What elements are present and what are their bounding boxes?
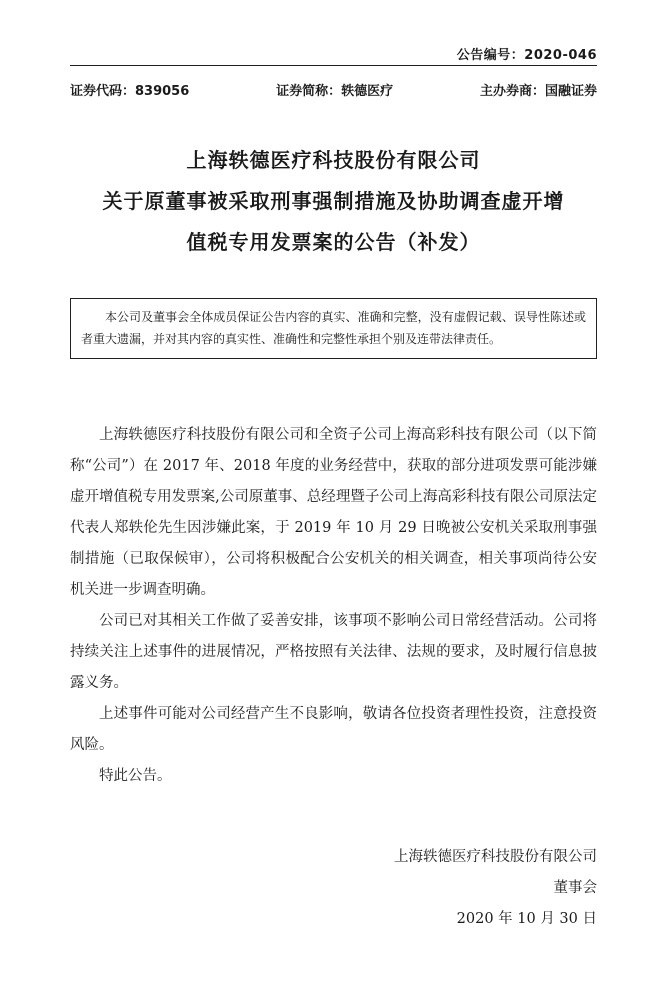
announcement-body [70, 420, 597, 792]
signature-date: 2020 年 10 月 30 日 [456, 911, 597, 927]
disclaimer-text: 本公司及董事会全体成员保证公告内容的真实、准确和完整，没有虚假记载、误导性陈述或者重大遗漏，并对其内容的真实性、准确性和完整性承担个别及连带法律责任。 [81, 310, 586, 346]
announcement-title [50, 140, 617, 263]
sponsor-broker: 主办券商：国融证券 [479, 84, 597, 99]
security-info-row [70, 80, 597, 99]
title-line-1: 上海轶德医疗科技股份有限公司 [186, 148, 481, 172]
disclaimer-box [70, 298, 597, 359]
notice-number: 公告编号：2020-046 [456, 48, 597, 63]
signature-block [394, 842, 597, 935]
signature-board: 董事会 [553, 880, 597, 896]
stock-code: 证券代码：839056 [70, 84, 190, 99]
title-line-3: 值税专用发票案的公告（补发） [186, 230, 481, 254]
body-paragraph-4: 特此公告。 [99, 768, 172, 784]
title-line-2: 关于原董事被采取刑事强制措施及协助调查虚开增 [102, 189, 565, 213]
signature-company: 上海轶德医疗科技股份有限公司 [394, 849, 597, 865]
header-divider [70, 65, 597, 66]
stock-name: 证券简称：轶德医疗 [276, 84, 394, 99]
body-paragraph-3: 上述事件可能对公司经营产生不良影响，敬请各位投资者理性投资，注意投资风险。 [70, 706, 597, 753]
body-paragraph-2: 公司已对其相关工作做了妥善安排，该事项不影响公司日常经营活动。公司将持续关注上述事件的进展情况，严格按照有关法律、法规的要求，及时履行信息披露义务。 [70, 613, 597, 691]
body-paragraph-1: 上海轶德医疗科技股份有限公司和全资子公司上海高彩科技有限公司（以下简称“公司”）在 2017 年、2018 年度的业务经营中，获取的部分进项发票可能涉嫌虚开增值税专用发票案,公司原董事、总经理暨子公司上海高彩科技有限公司原法定代表人郑轶伦先生因涉嫌此案，于 2019 年 10 月 29 日晚被公安机关采取刑事强制措施（已取保候审），公司将积极配合公安机关的相关调查，相关事项尚待公安机关进一步调查明确。 [70, 427, 597, 598]
